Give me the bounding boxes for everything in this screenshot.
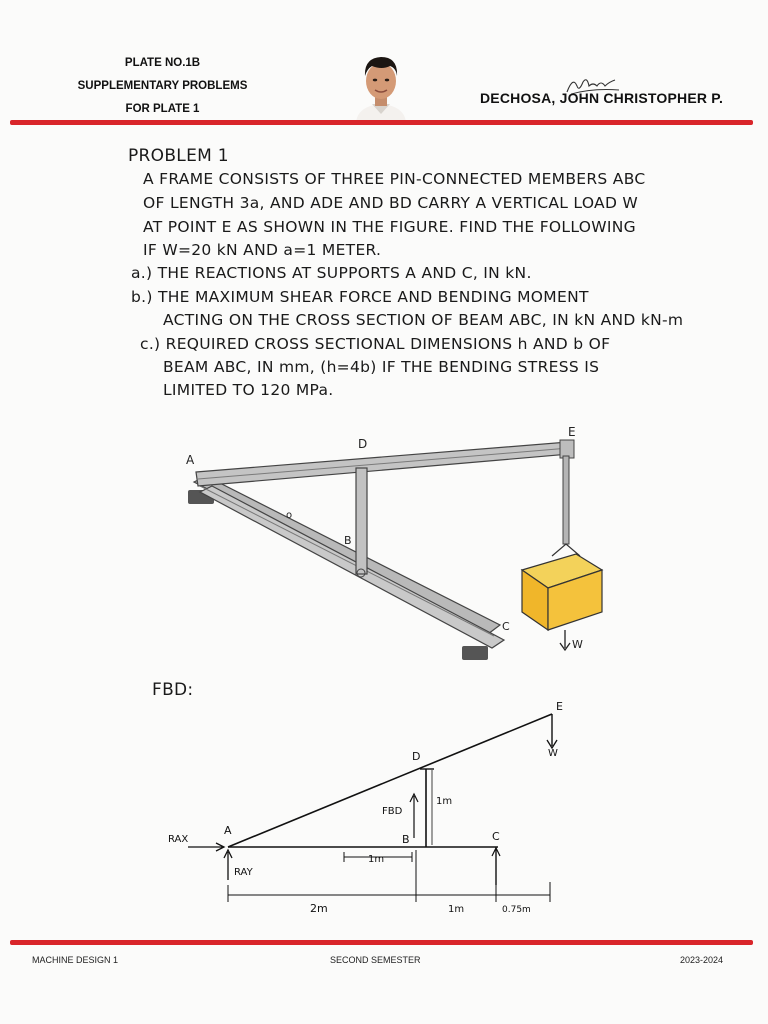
footer-course: MACHINE DESIGN 1 xyxy=(32,955,119,965)
problem-line-4: IF W=20 kN AND a=1 METER. xyxy=(143,241,382,259)
problem-title: PROBLEM 1 xyxy=(128,146,229,166)
member-bd xyxy=(356,468,367,574)
fbd-label-b: B xyxy=(402,833,410,846)
problem-line-8: c.) REQUIRED CROSS SECTIONAL DIMENSIONS h AND b OF xyxy=(140,335,611,353)
free-body-diagram xyxy=(150,690,590,925)
label-d: D xyxy=(358,437,368,451)
label-b: B xyxy=(344,534,352,547)
header-rule xyxy=(10,120,753,125)
label-e: E xyxy=(568,425,576,439)
plate-subtitle-line1: SUPPLEMENTARY PROBLEMS xyxy=(77,80,248,92)
label-a: A xyxy=(186,453,195,467)
plate-number: PLATE NO.1B xyxy=(124,57,201,69)
footer-year: 2023-2024 xyxy=(680,955,724,965)
plate-subtitle-line2: FOR PLATE 1 xyxy=(125,103,200,115)
fbd-label-vert-1m: 1m xyxy=(436,796,453,807)
student-photo xyxy=(352,48,410,122)
footer-rule xyxy=(10,940,753,945)
fbd-label-d: D xyxy=(412,750,421,763)
fbd-label-ray: RAY xyxy=(234,867,253,878)
problem-line-5: a.) THE REACTIONS AT SUPPORTS A AND C, IN kN. xyxy=(131,264,532,282)
label-c: C xyxy=(502,620,510,633)
problem-line-9: BEAM ABC, IN mm, (h=4b) IF THE BENDING STRESS IS xyxy=(163,358,600,376)
label-o: o xyxy=(286,510,293,521)
label-w: W xyxy=(572,638,583,651)
hanger-rod xyxy=(563,456,569,544)
problem-line-2: OF LENGTH 3a, AND ADE AND BD CARRY A VERTICAL LOAD W xyxy=(143,194,639,212)
member-ade xyxy=(196,440,574,486)
footer-semester: SECOND SEMESTER xyxy=(330,955,421,965)
fbd-dim-2m: 2m xyxy=(310,902,328,915)
fbd-dim-075m: 0.75m xyxy=(502,905,531,915)
student-name: DECHOSA, JOHN CHRISTOPHER P. xyxy=(480,90,724,106)
fbd-label-a: A xyxy=(224,824,232,837)
problem-line-7: ACTING ON THE CROSS SECTION OF BEAM ABC, IN kN AND kN-m xyxy=(163,311,684,329)
fbd-member-ade xyxy=(228,714,552,847)
header-left-block xyxy=(55,52,270,121)
support-c-icon xyxy=(462,646,488,660)
fbd-label-fbd: FBD xyxy=(382,806,403,817)
fbd-label-e: E xyxy=(556,700,563,713)
fbd-label-rax: RAX xyxy=(168,834,189,845)
frame-figure xyxy=(170,420,620,670)
load-box-icon xyxy=(522,554,602,630)
fbd-dim-1m-inner: 1m xyxy=(368,854,385,865)
fbd-label-w: W xyxy=(548,748,558,759)
member-abc xyxy=(194,476,504,648)
problem-line-3: AT POINT E AS SHOWN IN THE FIGURE. FIND THE FOLLOWING xyxy=(143,218,636,236)
fbd-dim-1m: 1m xyxy=(448,904,465,915)
fbd-title: FBD: xyxy=(152,680,194,700)
fbd-label-c: C xyxy=(492,830,500,843)
problem-line-10: LIMITED TO 120 MPa. xyxy=(163,381,334,399)
problem-line-1: A FRAME CONSISTS OF THREE PIN-CONNECTED MEMBERS ABC xyxy=(143,170,646,188)
problem-line-6: b.) THE MAXIMUM SHEAR FORCE AND BENDING MOMENT xyxy=(131,288,589,306)
